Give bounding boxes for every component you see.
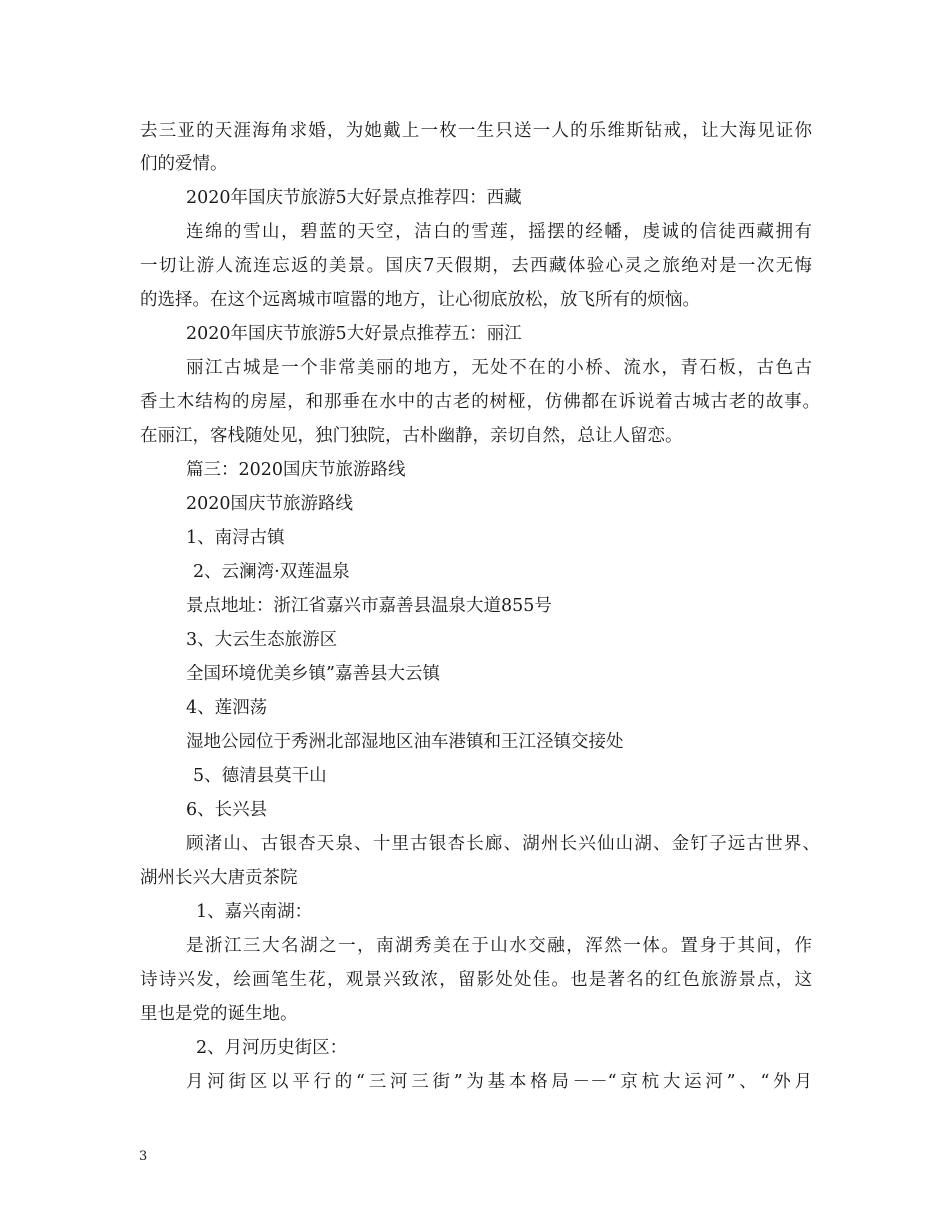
text-line: 丽江古城是一个非常美丽的地方，无处不在的小桥、流水，青石板，古色古 <box>186 358 812 378</box>
text-line: 香土木结构的房屋，和那垂在水中的古老的树桠，仿佛都在诉说着古城古老的故事。 <box>140 392 820 412</box>
text-line: 一切让游人流连忘返的美景。国庆7天假期，去西藏体验心灵之旅绝对是一次无悔 <box>140 256 812 276</box>
chapter-heading: 篇三：2020国庆节旅游路线 <box>186 460 406 480</box>
text-line: 是浙江三大名湖之一，南湖秀美在于山水交融，浑然一体。置身于其间，作 <box>186 936 812 956</box>
text-line: 诗诗兴发，绘画笔生花，观景兴致浓，留影处处佳。也是著名的红色旅游景点，这 <box>140 970 812 990</box>
list-item: 3、大云生态旅游区 <box>186 630 338 650</box>
text-line: 去三亚的天涯海角求婚，为她戴上一枚一生只送一人的乐维斯钻戒，让大海见证你 <box>140 121 812 141</box>
text-line: 顾渚山、古银杏天泉、十里古银杏长廊、湖州长兴仙山湖、金钉子远古世界、 <box>186 834 820 854</box>
list-item: 5、德清县莫干山 <box>193 766 327 786</box>
text-line: 月河街区以平行的“三河三街”为基本格局－－“京杭大运河”、“外月 <box>186 1072 812 1092</box>
section-heading: 2020年国庆节旅游5大好景点推荐五：丽江 <box>186 324 522 344</box>
text-line: 湖州长兴大唐贡茶院 <box>140 868 298 888</box>
text-line: 全国环境优美乡镇”嘉善县大云镇 <box>186 664 440 684</box>
text-line: 湿地公园位于秀洲北部湿地区油车港镇和王江泾镇交接处 <box>186 732 624 752</box>
document-title: 2020国庆节旅游路线 <box>186 494 354 514</box>
list-item: 2、云澜湾·双莲温泉 <box>193 562 350 582</box>
text-line: 们的爱情。 <box>140 154 228 174</box>
list-item: 6、长兴县 <box>186 800 268 820</box>
text-line: 景点地址：浙江省嘉兴市嘉善县温泉大道855号 <box>186 596 552 616</box>
page-number: 3 <box>139 1149 148 1164</box>
text-line: 在丽江，客栈随处见，独门独院，古朴幽静，亲切自然，总让人留恋。 <box>140 426 683 446</box>
list-item: 1、南浔古镇 <box>186 528 285 548</box>
list-item: 4、莲泗荡 <box>186 698 268 718</box>
list-item: 2、月河历史街区： <box>196 1038 348 1058</box>
text-line: 连绵的雪山，碧蓝的天空，洁白的雪莲，摇摆的经幡，虔诚的信徒西藏拥有 <box>186 222 812 242</box>
text-line: 的选择。在这个远离城市喧嚣的地方，让心彻底放松，放飞所有的烦恼。 <box>140 290 700 310</box>
list-item: 1、嘉兴南湖： <box>196 902 313 922</box>
section-heading: 2020年国庆节旅游5大好景点推荐四：西藏 <box>186 188 522 208</box>
text-line: 里也是党的诞生地。 <box>140 1004 298 1024</box>
